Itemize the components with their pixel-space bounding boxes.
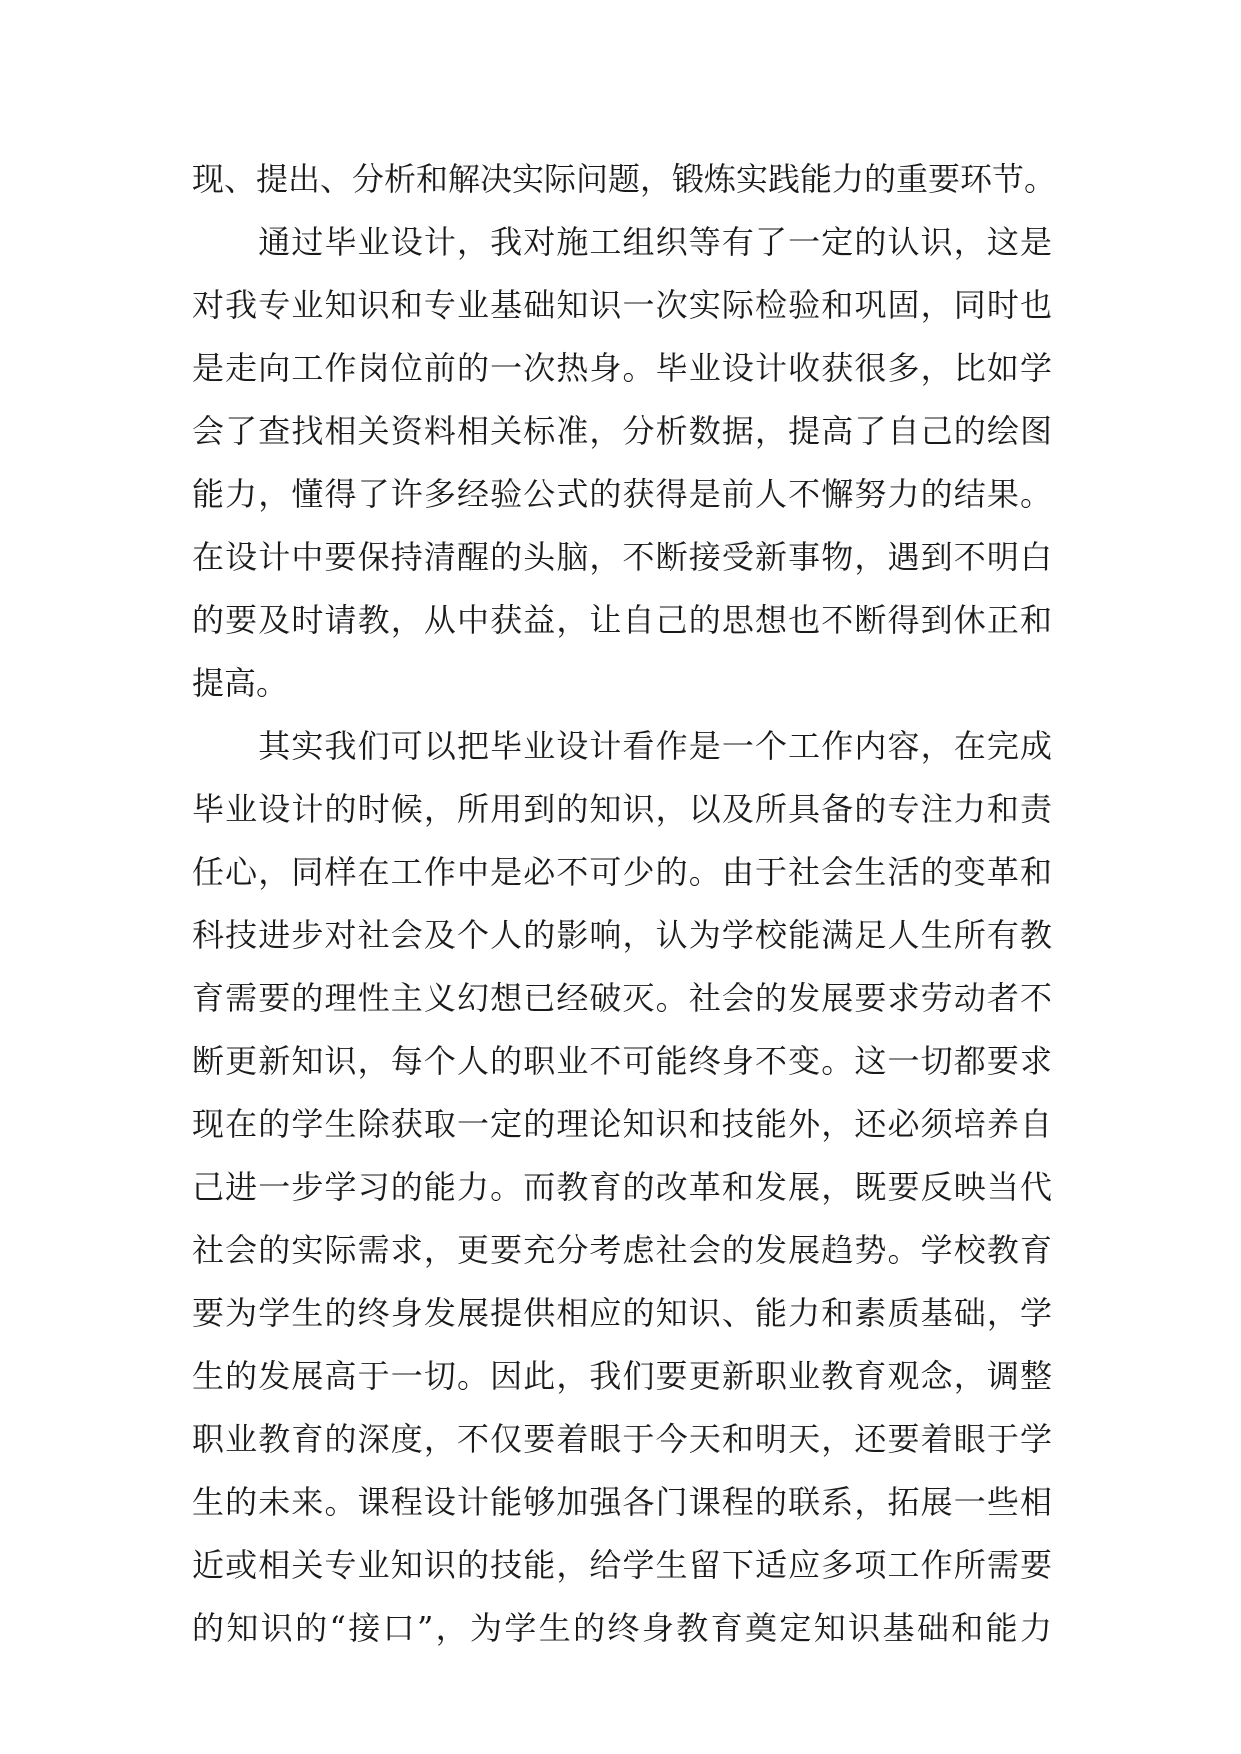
text-line: 是走向工作岗位前的一次热身。毕业设计收获很多，比如学 [192,349,1052,387]
text-line: 生的未来。课程设计能够加强各门课程的联系，拓展一些相 [192,1483,1052,1521]
text-line: 科技进步对社会及个人的影响，认为学校能满足人生所有教 [192,916,1052,954]
text-line: 育需要的理性主义幻想已经破灭。社会的发展要求劳动者不 [192,979,1052,1017]
text-line: 在设计中要保持清醒的头脑，不断接受新事物，遇到不明白 [192,538,1052,576]
text-line: 社会的实际需求，更要充分考虑社会的发展趋势。学校教育 [192,1231,1052,1269]
text-line: 断更新知识，每个人的职业不可能终身不变。这一切都要求 [192,1042,1052,1080]
text-line: 通过毕业设计，我对施工组织等有了一定的认识，这是 [192,223,1052,261]
body-text [192,148,1057,1660]
text-line: 能力，懂得了许多经验公式的获得是前人不懈努力的结果。 [192,475,1052,513]
text-line: 生的发展高于一切。因此，我们要更新职业教育观念，调整 [192,1357,1052,1395]
text-line: 任心，同样在工作中是必不可少的。由于社会生活的变革和 [192,853,1052,891]
text-line: 己进一步学习的能力。而教育的改革和发展，既要反映当代 [192,1168,1052,1206]
text-line: 职业教育的深度，不仅要着眼于今天和明天，还要着眼于学 [192,1420,1052,1458]
text-line: 的知识的“接口”，为学生的终身教育奠定知识基础和能力 [192,1609,1052,1647]
text-line: 的要及时请教，从中获益，让自己的思想也不断得到休正和 [192,601,1052,639]
text-line: 要为学生的终身发展提供相应的知识、能力和素质基础，学 [192,1294,1052,1332]
text-line: 提高。 [192,664,289,702]
text-line: 现在的学生除获取一定的理论知识和技能外，还必须培养自 [192,1105,1052,1143]
text-line: 毕业设计的时候，所用到的知识，以及所具备的专注力和责 [192,790,1052,828]
text-line: 其实我们可以把毕业设计看作是一个工作内容，在完成 [192,727,1052,765]
text-line: 会了查找相关资料相关标准，分析数据，提高了自己的绘图 [192,412,1052,450]
text-line: 对我专业知识和专业基础知识一次实际检验和巩固，同时也 [192,286,1052,324]
text-line: 近或相关专业知识的技能，给学生留下适应多项工作所需要 [192,1546,1052,1584]
text-line: 现、提出、分析和解决实际问题，锻炼实践能力的重要环节。 [192,160,1057,198]
